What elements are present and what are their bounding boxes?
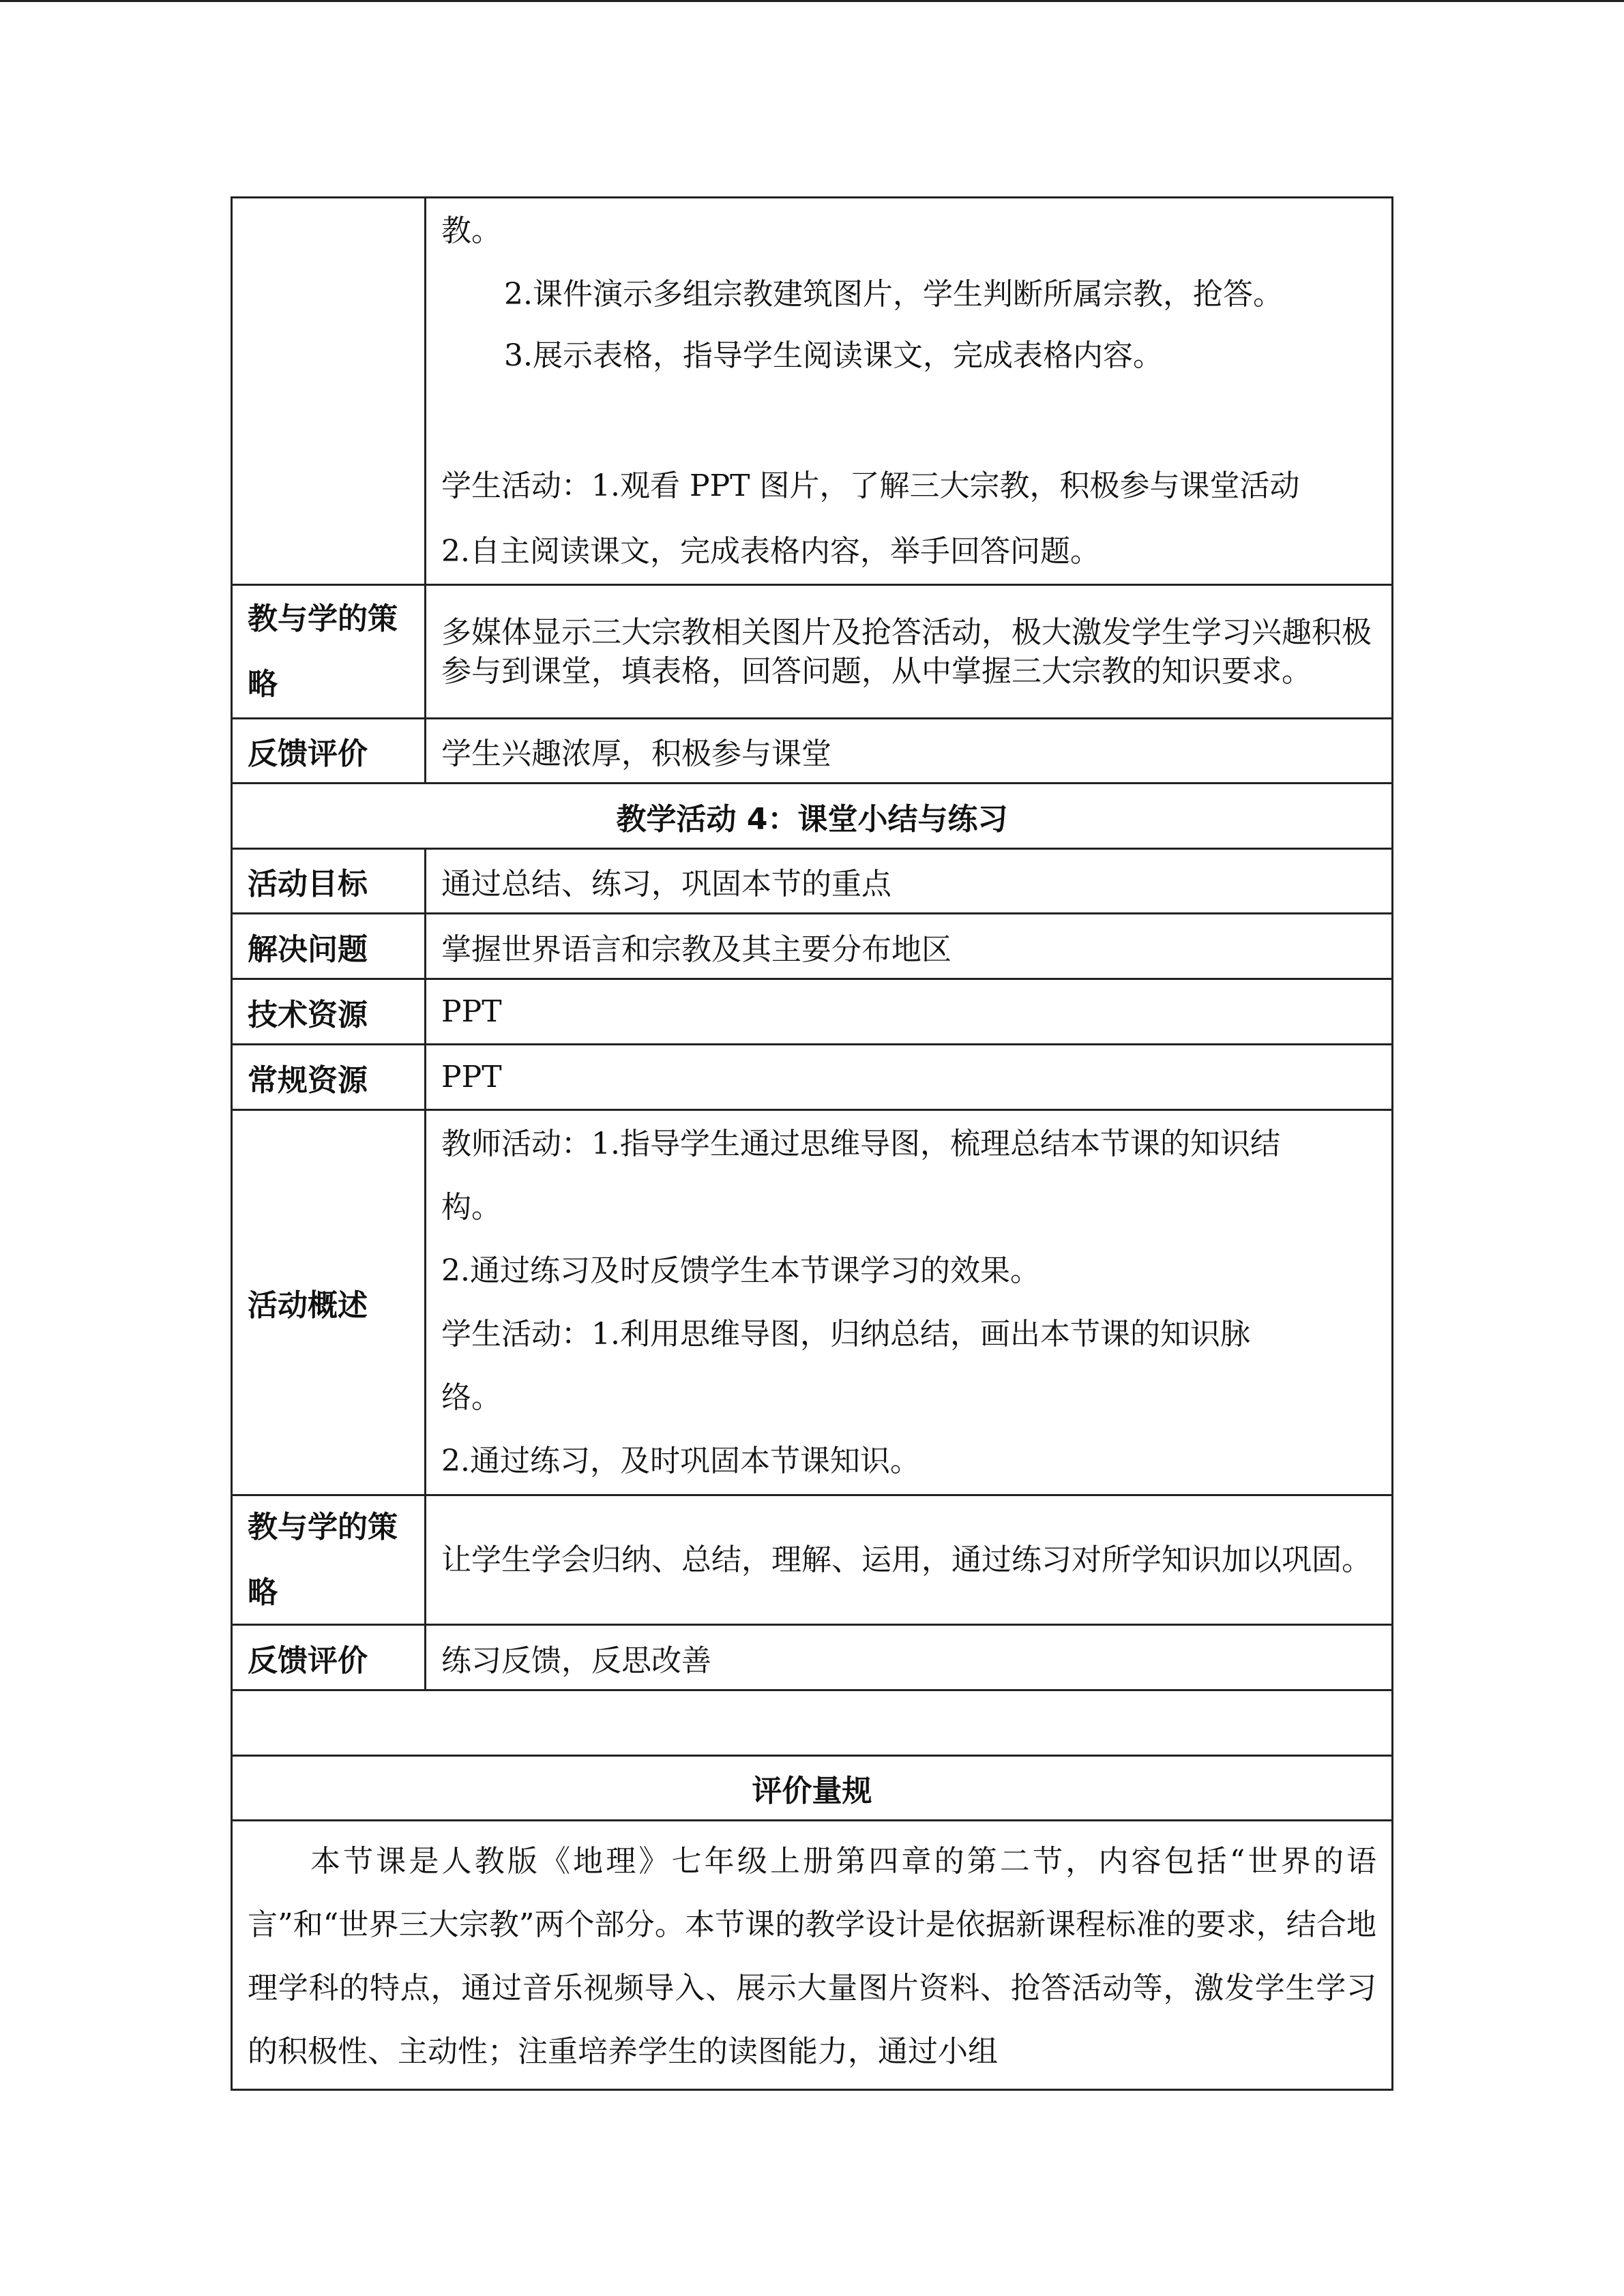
activity4-problem-cell [426,914,1391,978]
regular-text: PPT [441,1060,502,1094]
activity4-tech-row [233,978,1391,1043]
activity3-strategy-row [233,584,1391,717]
row-label: 反馈评价 [233,719,426,782]
overview-line: 学生活动：1.利用思维导图，归纳总结，画出本节课的知识脉 [441,1317,1250,1352]
row-label: 反馈评价 [233,1626,426,1689]
row-label: 常规资源 [233,1045,426,1109]
overview-line: 2.课件演示多组宗教建筑图片，学生判断所属宗教，抢答。 [504,277,1283,312]
overview-line: 2.通过练习，及时巩固本节课知识。 [441,1444,920,1478]
activity4-regular-cell [426,1045,1391,1109]
tech-text: PPT [441,994,502,1029]
activity4-feedback-cell [426,1626,1391,1689]
row-label: 解决问题 [233,914,426,978]
activity4-strategy-cell [426,1496,1391,1624]
activity4-regular-row [233,1043,1391,1109]
activity4-goal-row [233,848,1391,912]
activity4-problem-row [233,912,1391,978]
empty-row [233,1689,1391,1755]
strategy-text: 多媒体显示三大宗教相关图片及抢答活动，极大激发学生学习兴趣积极参与到课堂，填表格，回答问题，从中掌握三大宗教的知识要求。 [441,614,1372,689]
feedback-text: 学生兴趣浓厚，积极参与课堂 [441,736,831,771]
overview-line: 学生活动：1.观看 PPT 图片，了解三大宗教，积极参与课堂活动 [441,468,1300,503]
strategy-text: 让学生学会归纳、总结，理解、运用，通过练习对所学知识加以巩固。 [441,1542,1372,1577]
activity4-overview-cell [426,1111,1391,1494]
row-label: 技术资源 [233,980,426,1043]
activity4-feedback-row [233,1624,1391,1689]
page-top-border [0,0,1624,2]
goal-text: 通过总结、练习，巩固本节的重点 [441,867,891,901]
problem-text: 掌握世界语言和宗教及其主要分布地区 [441,931,951,967]
row-label-empty [233,198,426,584]
row-label: 教与学的策略 [233,586,426,717]
activity4-strategy-row [233,1494,1391,1624]
overview-line: 教。 [441,213,501,248]
row-label: 活动目标 [233,850,426,912]
activity4-title-row [233,782,1391,848]
rubric-paragraph: 本节课是人教版《地理》七年级上册第四章的第二节，内容包括“世界的语言”和“世界三大宗教”两个部分。本节课的教学设计是依据新课程标准的要求，结合地理学科的特点，通过音乐视频导入、展示大量图片资料、抢答活动等，激发学生学习的积极性、主动性；注重培养学生的读图能力，通过小组 [248,1844,1376,2069]
overview-line: 3.展示表格，指导学生阅读课文，完成表格内容。 [504,338,1163,373]
row-label: 活动概述 [233,1111,426,1494]
feedback-text: 练习反馈，反思改善 [441,1643,711,1678]
row-label: 教与学的策略 [233,1496,426,1624]
lesson-plan-table [231,196,1393,2091]
activity3-overview-cell [426,198,1391,584]
activity3-strategy-cell [426,586,1391,717]
overview-line: 教师活动：1.指导学生通过思维导图，梳理总结本节课的知识结 [441,1127,1280,1161]
activity3-feedback-cell [426,719,1391,782]
activity4-tech-cell [426,980,1391,1043]
rubric-title-row [233,1755,1391,1819]
activity3-feedback-row [233,717,1391,782]
overview-line: 络。 [441,1380,501,1415]
overview-line: 构。 [441,1190,501,1225]
rubric-text-row [233,1819,1391,2089]
activity4-goal-cell [426,850,1391,912]
overview-line: 2.自主阅读课文，完成表格内容，举手回答问题。 [441,534,1100,569]
rubric-title: 评价量规 [752,1774,872,1808]
overview-line: 2.通过练习及时反馈学生本节课学习的效果。 [441,1253,1040,1288]
activity3-overview-row [233,198,1391,584]
activity4-overview-row [233,1109,1391,1494]
activity4-title: 教学活动 4：课堂小结与练习 [616,801,1008,837]
